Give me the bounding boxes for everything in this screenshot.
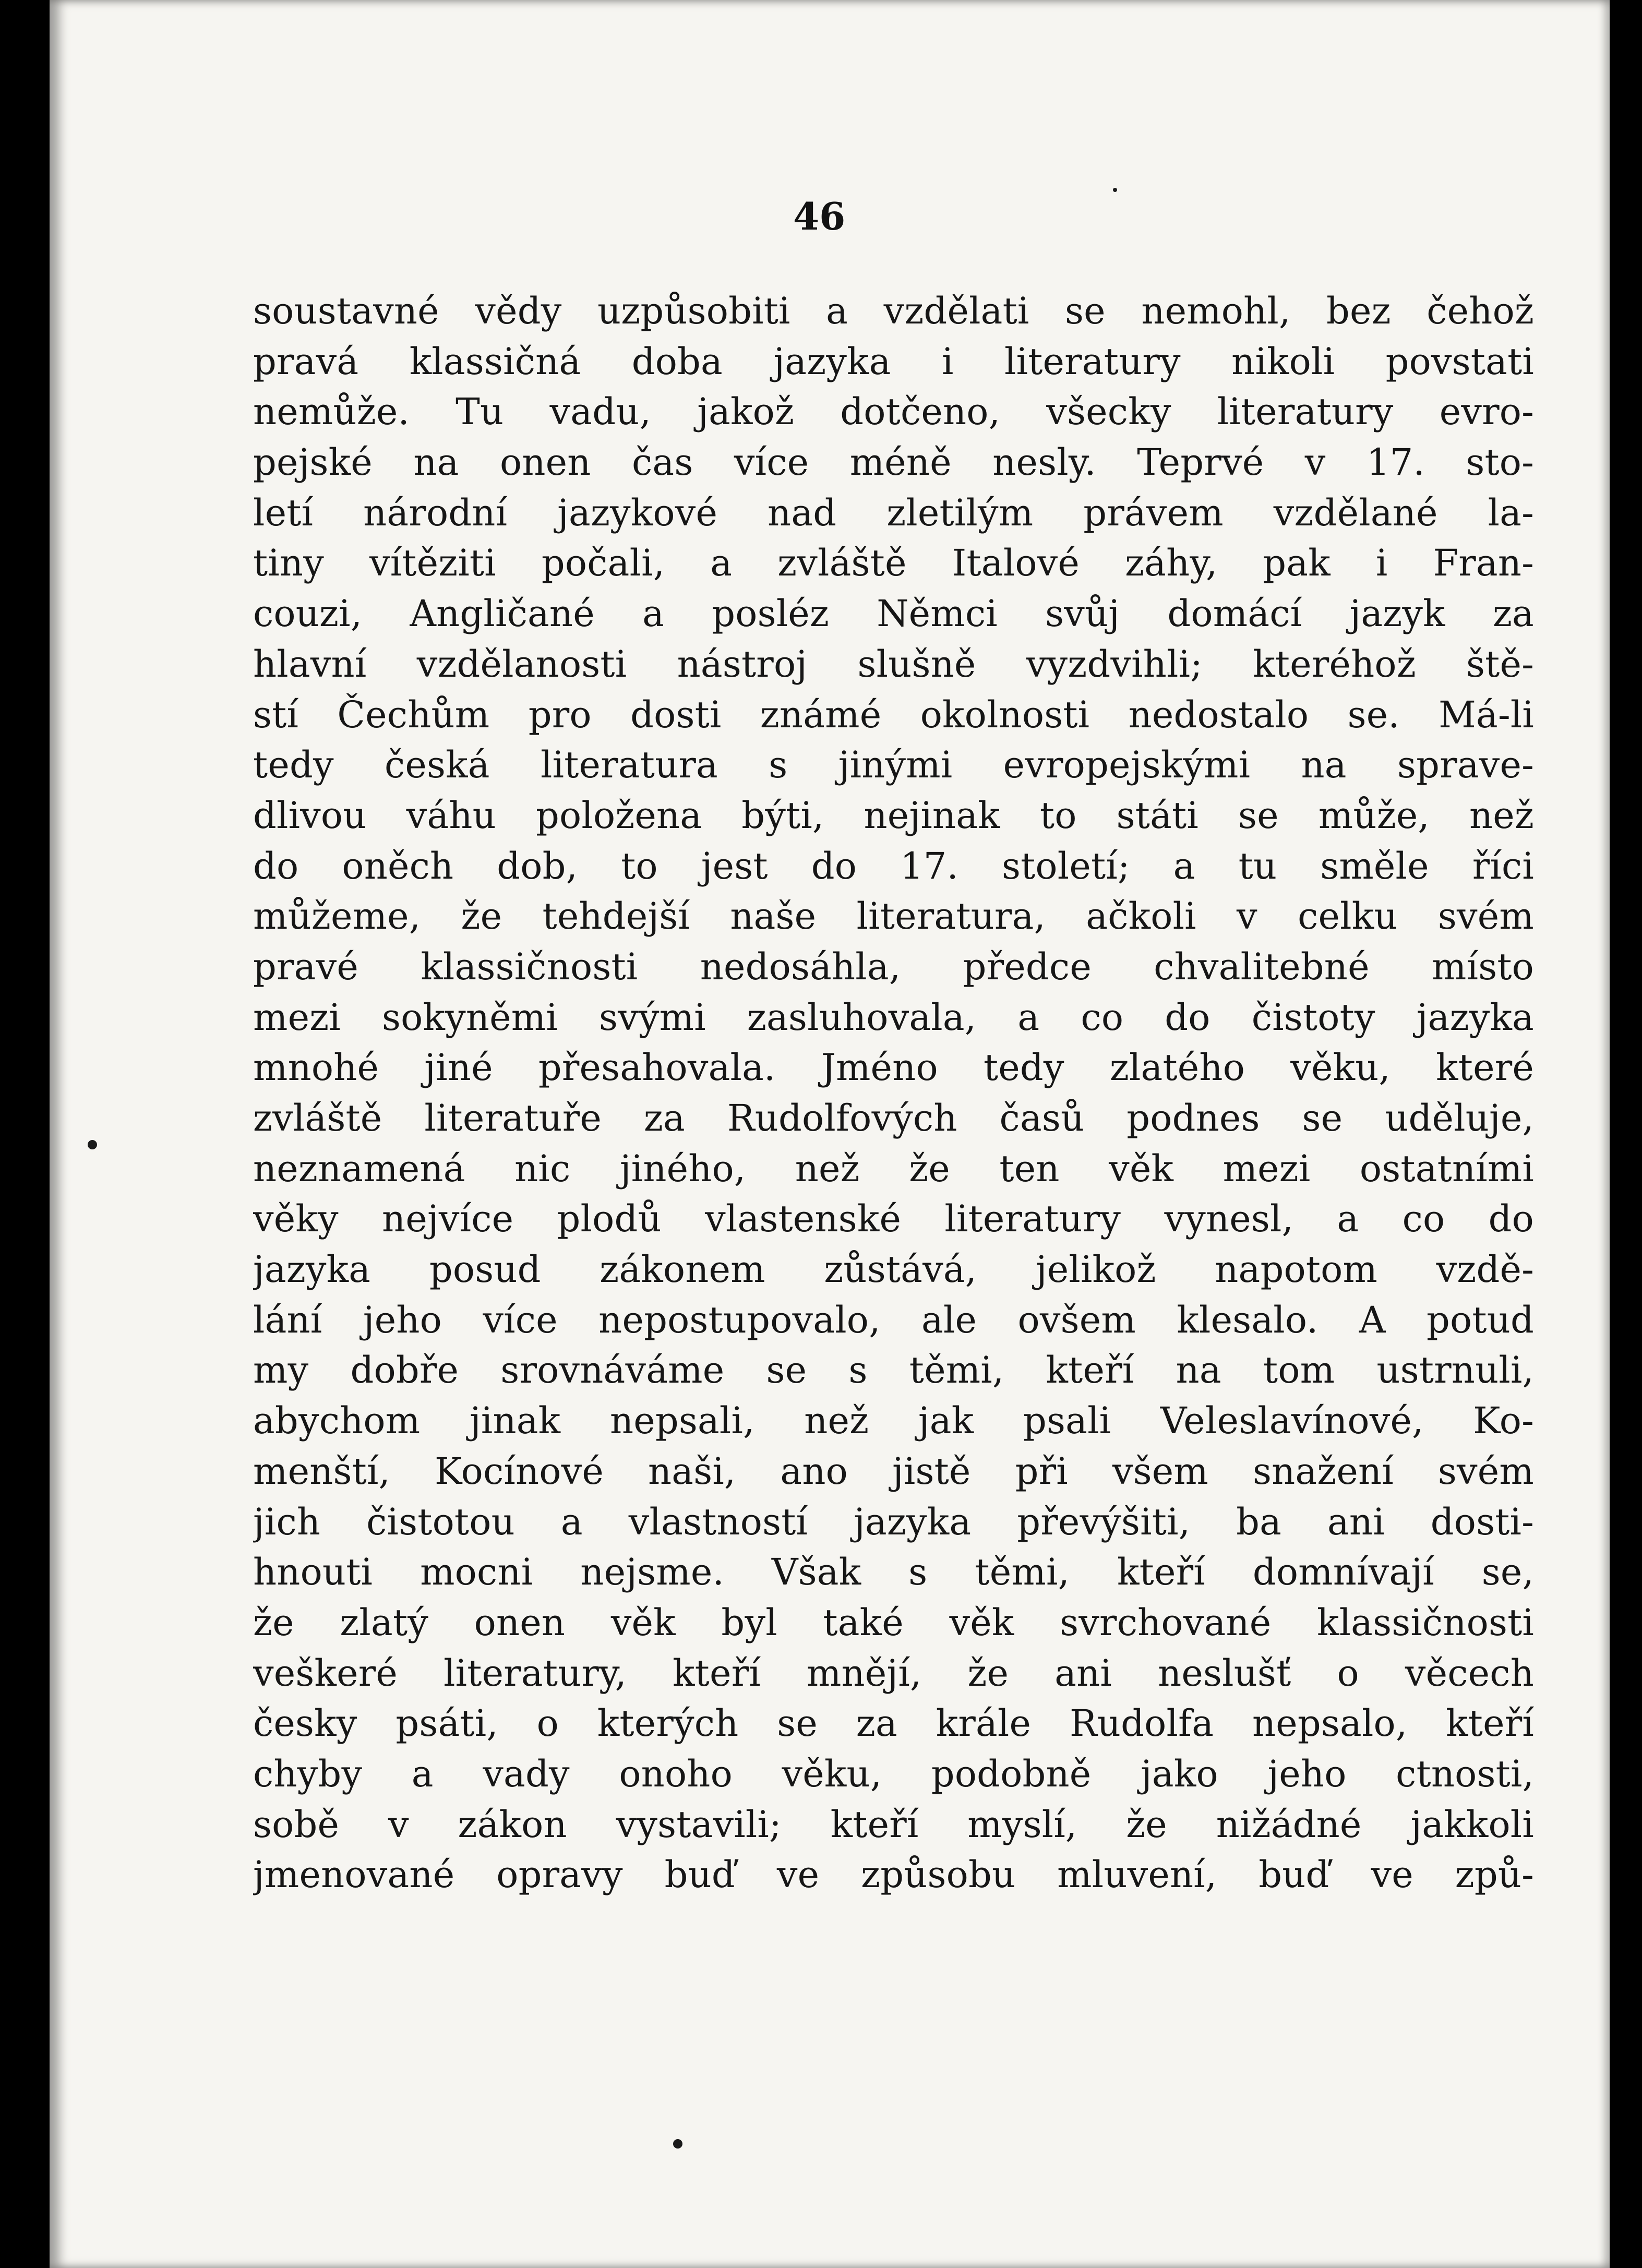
text-line: věky nejvíce plodů vlastenské literatury vynesl, a co do <box>253 1197 1534 1241</box>
text-line: lání jeho více nepostupovalo, ale ovšem klesalo. A potud <box>253 1298 1534 1341</box>
text-line: zvláště literatuře za Rudolfových časů podnes se uděluje, <box>253 1097 1534 1139</box>
body-text <box>253 286 1534 2034</box>
text-line: jmenované opravy buď ve způsobu mluvení, buď ve způ- <box>253 1853 1534 1897</box>
text-line: jich čistotou a vlastností jazyka převýšiti, ba ani dosti- <box>253 1500 1534 1543</box>
text-line: chyby a vady onoho věku, podobně jako jeho ctnosti, <box>253 1752 1534 1795</box>
text-line: mezi sokyněmi svými zasluhovala, a co do čistoty jazyka <box>253 995 1534 1039</box>
text-line: tedy česká literatura s jinými evropejskými na sprave- <box>253 743 1534 787</box>
text-line: couzi, Angličané a posléz Němci svůj domácí jazyk za <box>253 592 1534 635</box>
text-line: menští, Kocínové naši, ano jistě při všem snažení svém <box>253 1449 1534 1493</box>
text-line: můžeme, že tehdejší naše literatura, ačkoli v celku svém <box>253 895 1534 938</box>
text-line: dlivou váhu položena býti, nejinak to státi se může, než <box>253 794 1534 837</box>
text-line: neznamená nic jiného, než že ten věk mezi ostatními <box>253 1147 1534 1190</box>
text-line: pejské na onen čas více méně nesly. Teprvé v 17. sto- <box>253 441 1534 484</box>
ink-speck <box>88 1140 97 1149</box>
text-line: abychom jinak nepsali, než jak psali Veleslavínové, Ko- <box>253 1399 1534 1443</box>
text-line: letí národní jazykové nad zletilým právem vzdělané la- <box>253 491 1534 534</box>
text-line: nemůže. Tu vadu, jakož dotčeno, všecky literatury evro- <box>253 390 1534 434</box>
ink-speck <box>1113 188 1117 192</box>
text-line: hnouti mocni nejsme. Však s těmi, kteří domnívají se, <box>253 1551 1534 1594</box>
text-line: mnohé jiné přesahovala. Jméno tedy zlatého věku, které <box>253 1046 1534 1089</box>
text-line: do oněch dob, to jest do 17. století; a tu směle říci <box>253 844 1534 887</box>
text-line: česky psáti, o kterých se za krále Rudolfa nepsalo, kteří <box>253 1702 1534 1745</box>
text-line: hlavní vzdělanosti nástroj slušně vyzdvihli; kteréhož ště- <box>253 642 1534 686</box>
ink-speck <box>673 2139 682 2149</box>
text-line: veškeré literatury, kteří mnějí, že ani neslušť o věcech <box>253 1651 1534 1695</box>
text-line: my dobře srovnáváme se s těmi, kteří na tom ustrnuli, <box>253 1349 1534 1392</box>
text-line: tiny vítěziti počali, a zvláště Italové záhy, pak i Fran- <box>253 542 1534 585</box>
text-line: jazyka posud zákonem zůstává, jelikož napotom vzdě- <box>253 1248 1534 1291</box>
text-line: stí Čechům pro dosti známé okolnosti nedostalo se. Má-li <box>253 693 1534 736</box>
text-line: pravé klassičnosti nedosáhla, předce chvalitebné místo <box>253 945 1534 988</box>
page-number: 46 <box>793 194 846 238</box>
text-line: sobě v zákon vystavili; kteří myslí, že nižádné jakkoli <box>253 1803 1534 1846</box>
text-line: že zlatý onen věk byl také věk svrchované klassičnosti <box>253 1601 1534 1644</box>
text-line: soustavné vědy uzpůsobiti a vzdělati se nemohl, bez čehož <box>253 290 1534 332</box>
text-line: pravá klassičná doba jazyka i literatury nikoli povstati <box>253 340 1534 383</box>
